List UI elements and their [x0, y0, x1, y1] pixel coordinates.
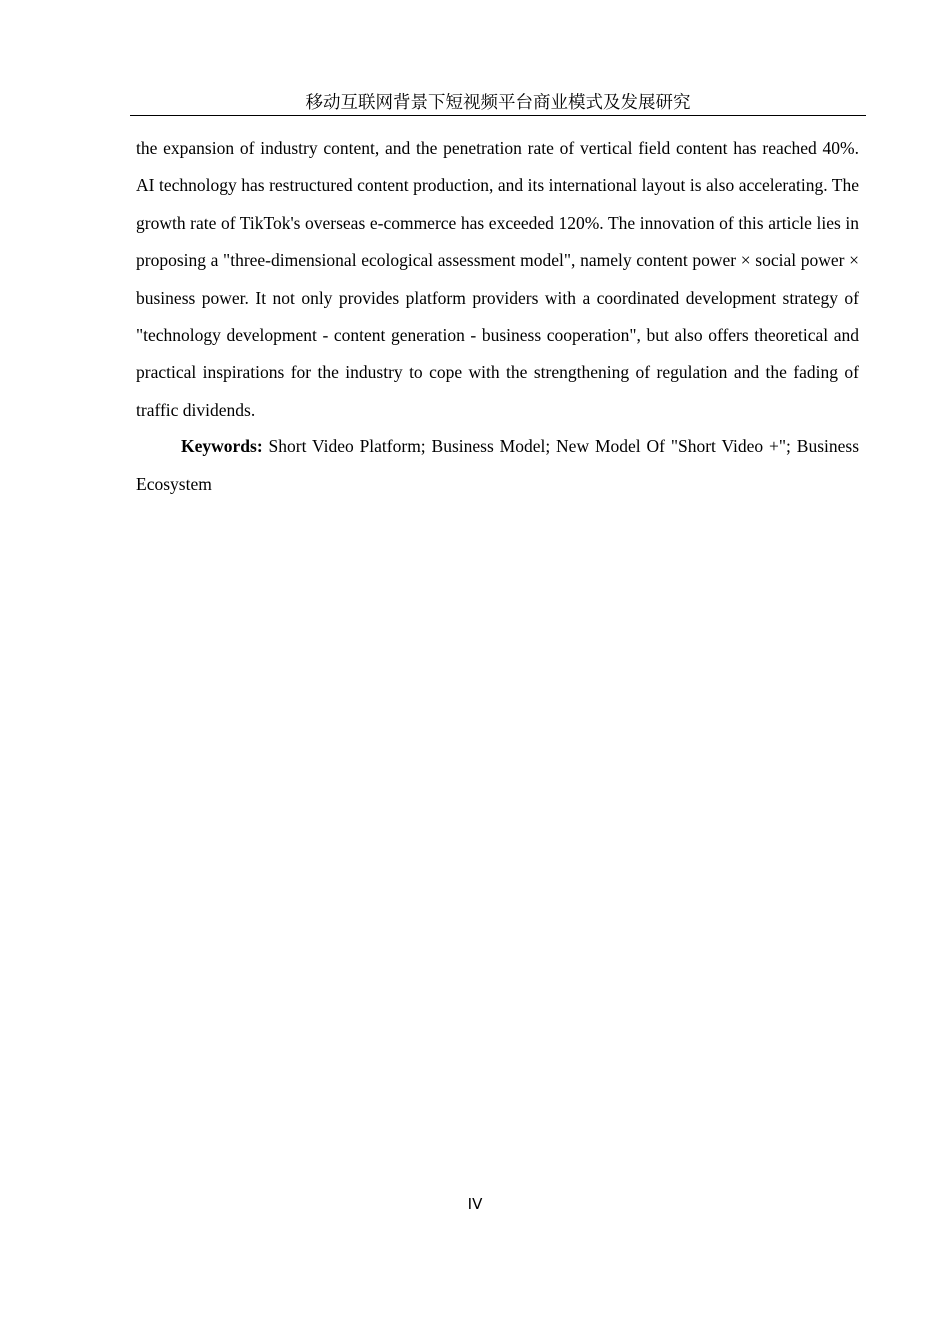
- abstract-body: [136, 130, 859, 503]
- keywords-text: Short Video Platform; Business Model; New Model Of "Short Video +"; Business Ecosystem: [136, 436, 859, 494]
- keywords-label: Keywords:: [181, 436, 263, 457]
- page-number: IV: [467, 1195, 483, 1213]
- keywords-line: [136, 428, 859, 503]
- abstract-paragraph: the expansion of industry content, and the penetration rate of vertical field content has reached 40%. AI technology has restructured content production, and its international layout is also accelerating. The growth rate of TikTok's overseas e-commerce has exceeded 120%. The innovation of this article lies in proposing a "three-dimensional ecological assessment model", namely content power × social power × business power. It not only provides platform providers with a coordinated development strategy of "technology development - content generation - business cooperation", but also offers theoretical and practical inspirations for the industry to cope with the strengthening of regulation and the fading of traffic dividends.: [136, 138, 859, 420]
- running-header: 移动互联网背景下短视频平台商业模式及发展研究: [305, 93, 691, 113]
- header-rule: [130, 115, 866, 116]
